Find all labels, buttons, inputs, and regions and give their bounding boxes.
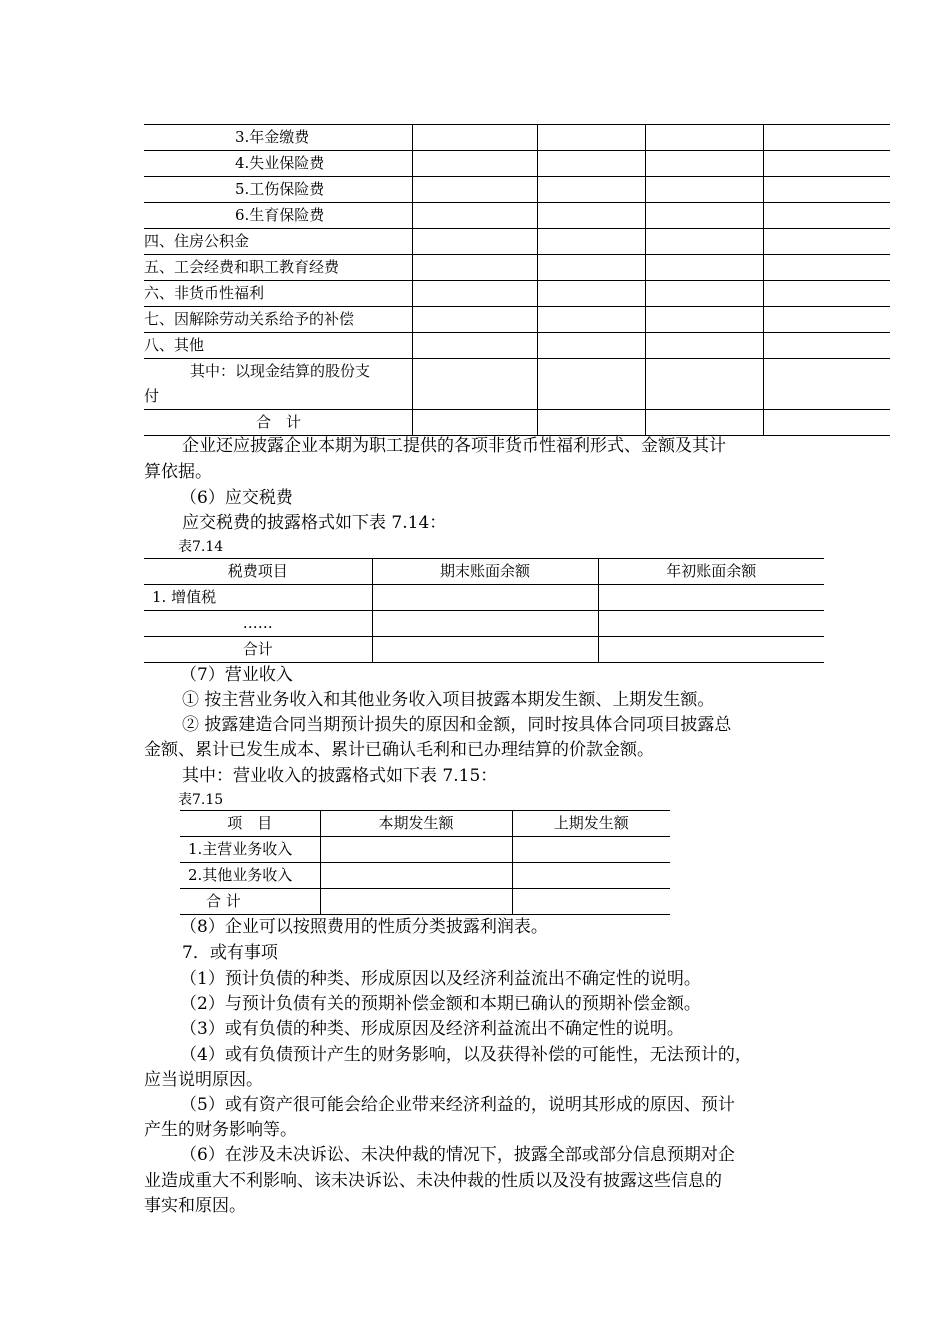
section-heading: （6）应交税费 xyxy=(180,488,293,508)
row-label: 五、工会经费和职工教育经费 xyxy=(144,255,412,281)
section-heading: （7）营业收入 xyxy=(180,665,293,685)
row-label: 四、住房公积金 xyxy=(144,229,412,255)
list-item: （1）预计负债的种类、形成原因以及经济利益流出不确定性的说明。 xyxy=(180,969,701,989)
list-item: 产生的财务影响等。 xyxy=(144,1120,297,1140)
table-row xyxy=(144,333,890,359)
column-header: 本期发生额 xyxy=(320,811,512,837)
list-item: 业造成重大不利影响、该未决诉讼、未决仲裁的性质以及没有披露这些信息的 xyxy=(144,1171,722,1191)
column-header: 上期发生额 xyxy=(512,811,670,837)
table-row xyxy=(144,359,890,410)
table-row xyxy=(180,837,670,863)
table-total-row xyxy=(144,410,890,436)
row-label-share-payment xyxy=(144,359,412,410)
list-item: 事实和原因。 xyxy=(144,1196,246,1216)
sub-row-line1: 其中：以现金结算的股份支 xyxy=(190,362,371,380)
section-heading: 7．或有事项 xyxy=(182,943,278,963)
total-label: 合 计 xyxy=(144,410,412,436)
table-row xyxy=(144,177,890,203)
table-total-row xyxy=(144,637,824,663)
table-row xyxy=(144,281,890,307)
table-row xyxy=(144,229,890,255)
column-header: 税费项目 xyxy=(144,559,372,585)
sub-row-line2: 付 xyxy=(144,387,160,405)
table-row xyxy=(144,307,890,333)
list-item: （4）或有负债预计产生的财务影响，以及获得补偿的可能性，无法预计的， xyxy=(180,1045,752,1065)
table-header-row xyxy=(180,811,670,837)
table-caption: 表7.15 xyxy=(178,792,224,808)
list-item: 应当说明原因。 xyxy=(144,1070,263,1090)
section-heading: （8）企业可以按照费用的性质分类披露利润表。 xyxy=(180,917,548,937)
compensation-table xyxy=(144,124,890,436)
table-total-row xyxy=(180,889,670,915)
table-header-row xyxy=(144,559,824,585)
revenue-table xyxy=(180,810,670,915)
row-label: 八、其他 xyxy=(144,333,412,359)
column-header: 期末账面余额 xyxy=(372,559,598,585)
paragraph: 应交税费的披露格式如下表 7.14： xyxy=(182,513,447,533)
total-label: 合计 xyxy=(144,637,372,663)
row-label: 1.主营业务收入 xyxy=(180,837,320,863)
table-caption: 表7.14 xyxy=(178,539,224,555)
table-row xyxy=(144,255,890,281)
total-label: 合 计 xyxy=(180,889,320,915)
table-row xyxy=(144,125,890,151)
paragraph: 算依据。 xyxy=(144,462,212,482)
row-label: 1. 增值税 xyxy=(144,585,372,611)
tax-table xyxy=(144,558,824,663)
table-row xyxy=(144,611,824,637)
table-row xyxy=(144,151,890,177)
row-label: …… xyxy=(144,611,372,637)
row-label: 3.年金缴费 xyxy=(144,125,412,151)
list-item: ① 按主营业务收入和其他业务收入项目披露本期发生额、上期发生额。 xyxy=(182,690,715,710)
list-item: （5）或有资产很可能会给企业带来经济利益的，说明其形成的原因、预计 xyxy=(180,1095,735,1115)
column-header: 年初账面余额 xyxy=(598,559,824,585)
row-label: 4.失业保险费 xyxy=(144,151,412,177)
table-row xyxy=(144,203,890,229)
table-row xyxy=(144,585,824,611)
list-item: （3）或有负债的种类、形成原因及经济利益流出不确定性的说明。 xyxy=(180,1019,684,1039)
list-item: （6）在涉及未决诉讼、未决仲裁的情况下，披露全部或部分信息预期对企 xyxy=(180,1145,735,1165)
list-item: ② 披露建造合同当期预计损失的原因和金额，同时按具体合同项目披露总 xyxy=(182,715,732,735)
row-label: 六、非货币性福利 xyxy=(144,281,412,307)
row-label: 5.工伤保险费 xyxy=(144,177,412,203)
table-row xyxy=(180,863,670,889)
list-item: 金额、累计已发生成本、累计已确认毛利和已办理结算的价款金额。 xyxy=(144,740,654,760)
row-label: 七、因解除劳动关系给予的补偿 xyxy=(144,307,412,333)
paragraph: 企业还应披露企业本期为职工提供的各项非货币性福利形式、金额及其计 xyxy=(182,436,726,456)
list-item: （2）与预计负债有关的预期补偿金额和本期已确认的预期补偿金额。 xyxy=(180,994,701,1014)
paragraph: 其中：营业收入的披露格式如下表 7.15： xyxy=(182,766,498,786)
row-label: 2.其他业务收入 xyxy=(180,863,320,889)
row-label: 6.生育保险费 xyxy=(144,203,412,229)
column-header: 项 目 xyxy=(180,811,320,837)
